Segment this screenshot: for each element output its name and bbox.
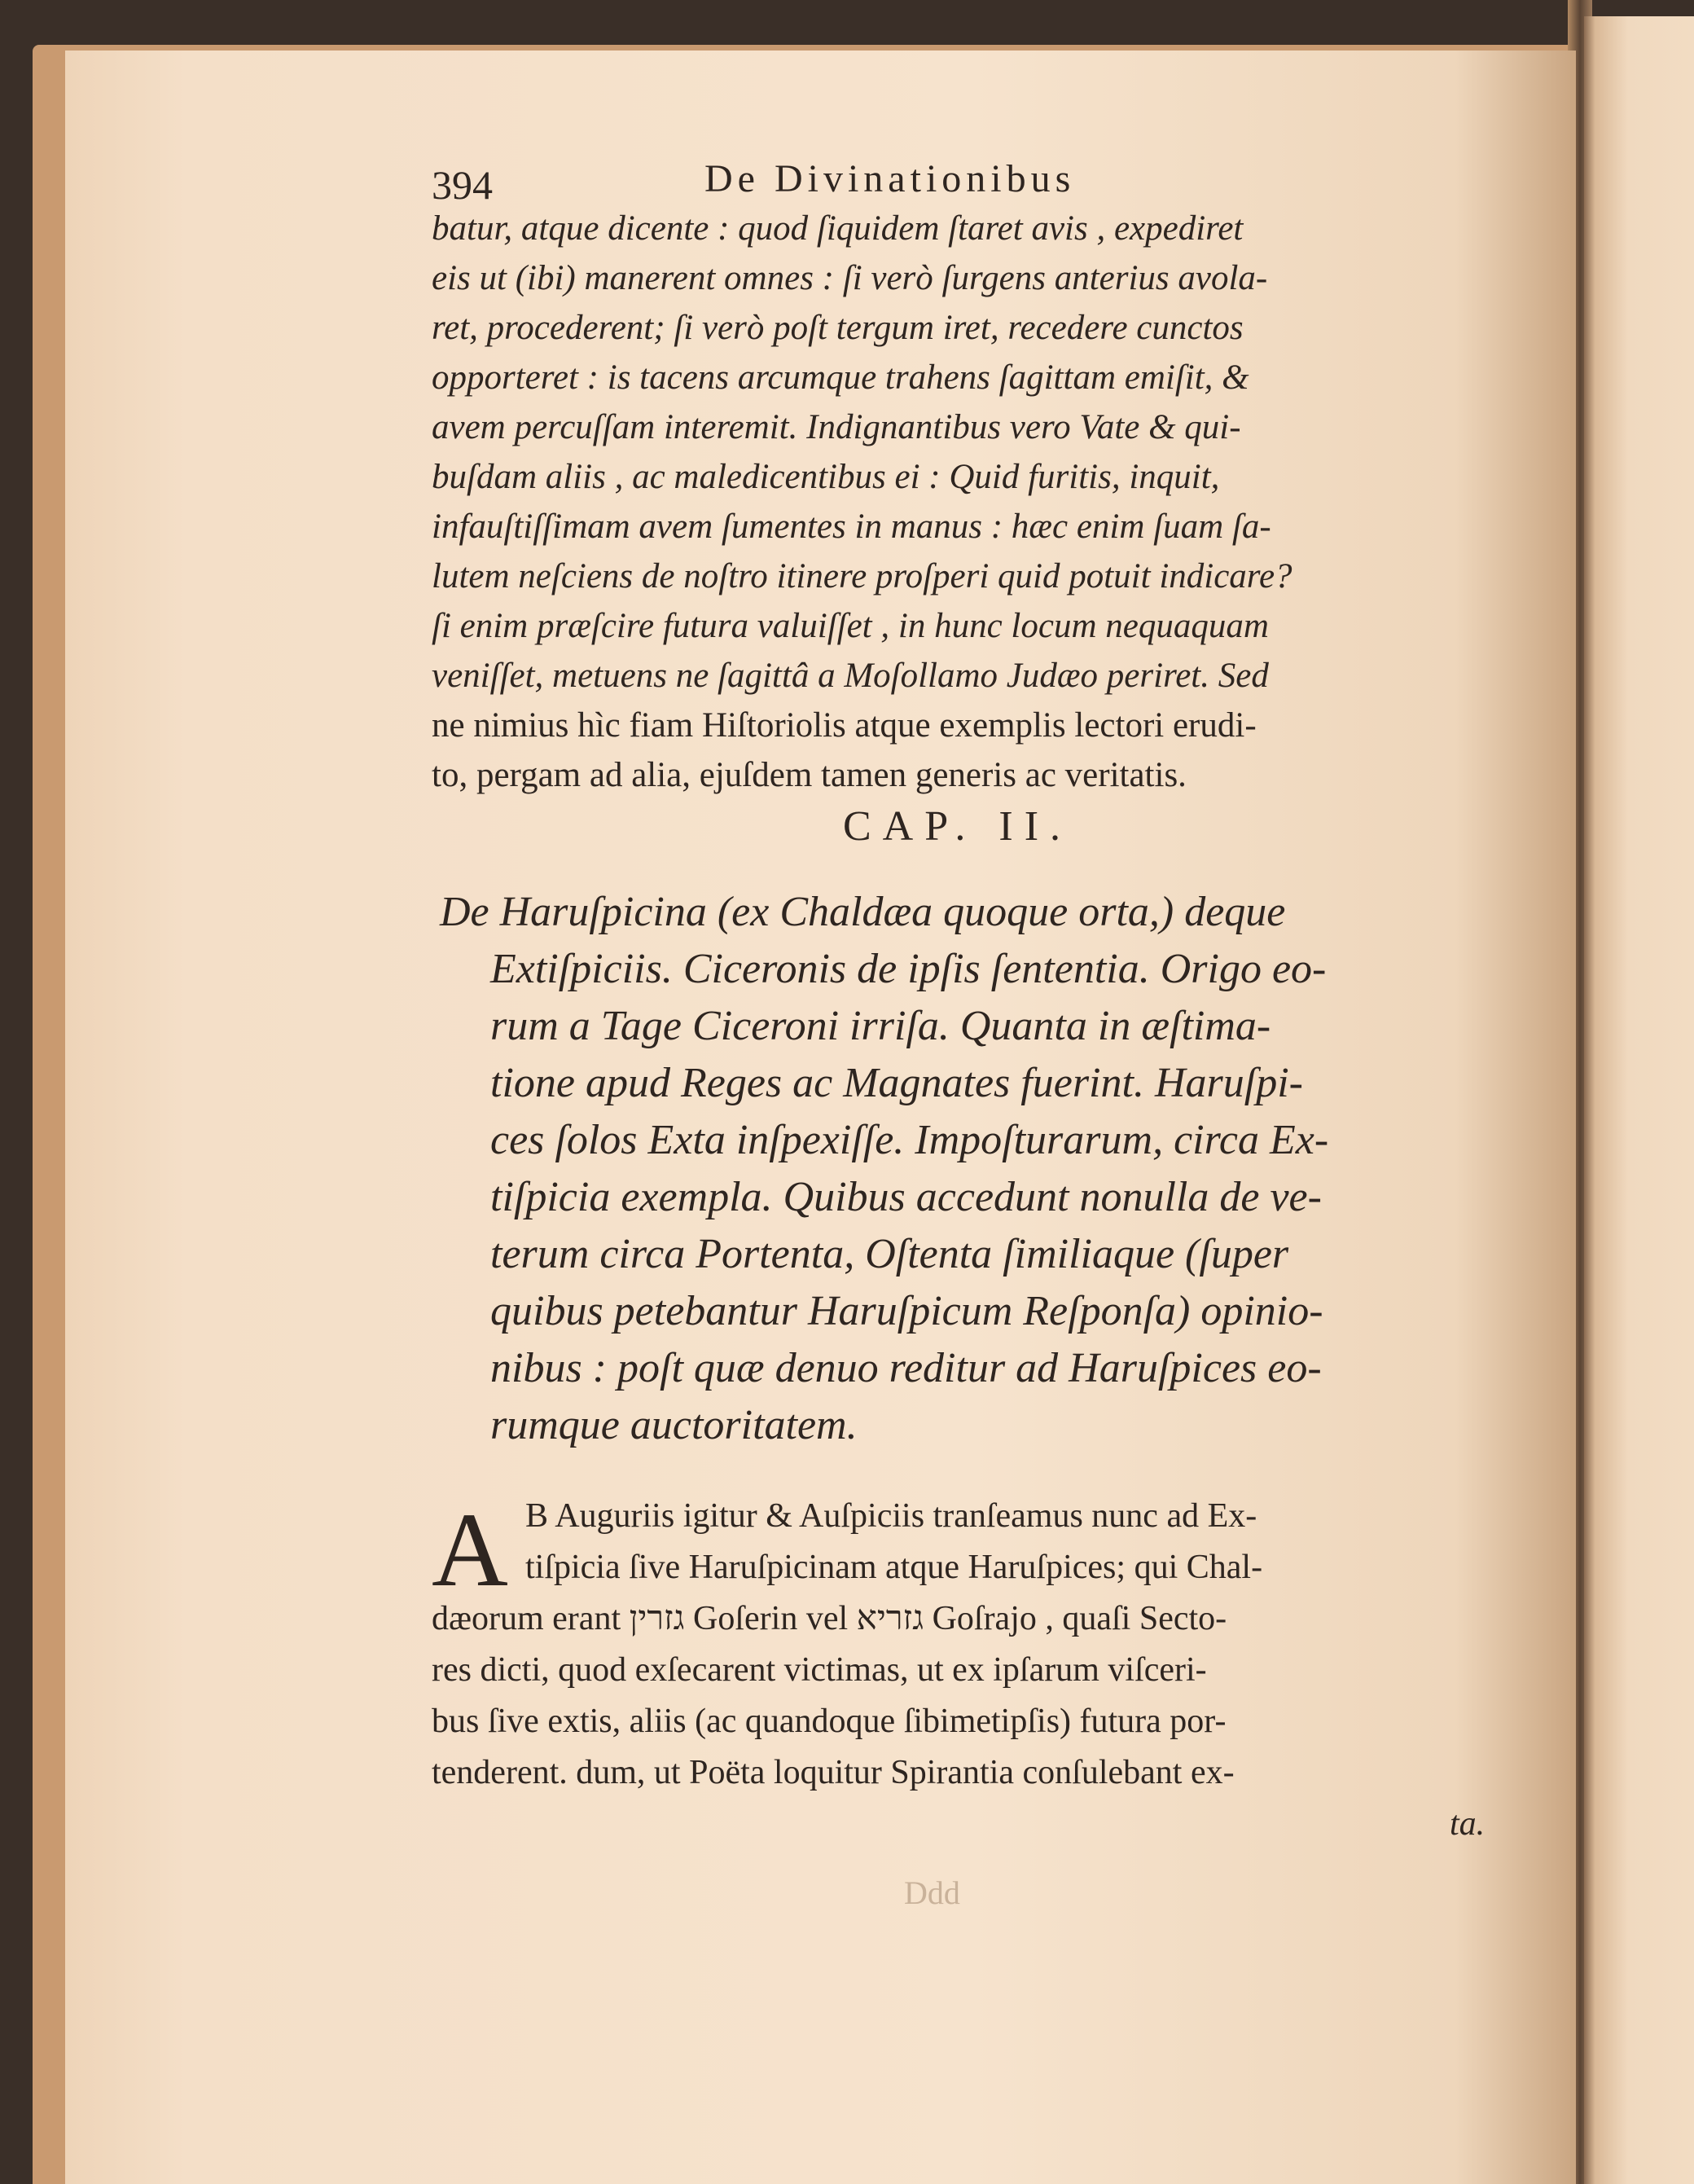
- paragraph-line: tiſpicia ſive Haruſpicinam atque Haruſpices; qui Chal-: [525, 1549, 1263, 1586]
- running-title: De Divinationibus: [704, 157, 1076, 200]
- text-line: buſdam aliis , ac maledicentibus ei : Quid furitis, inquit,: [432, 458, 1220, 496]
- summary-line: tione apud Reges ac Magnates fuerint. Haruſpi-: [490, 1060, 1303, 1106]
- text-line: lutem neſciens de noſtro itinere proſperi quid potuit indicare?: [432, 557, 1292, 595]
- paragraph-line: dæorum erant גזרין Goſerin vel גזריא Goſrajo , quaſi Secto-: [432, 1600, 1227, 1637]
- signature-mark: Ddd: [904, 1874, 960, 1911]
- text-line: eis ut (ibi) manerent omnes : ſi verò ſurgens anterius avola-: [432, 259, 1268, 297]
- body-text: [432, 204, 1292, 800]
- drop-cap: A: [432, 1492, 508, 1609]
- text-line: ne nimius hìc fiam Hiſtoriolis atque exemplis lectori erudi-: [432, 706, 1257, 745]
- text-line: infauſtiſſimam avem ſumentes in manus : hæc enim ſuam ſa-: [432, 508, 1271, 546]
- paragraph-line: res dicti, quod exſecarent victimas, ut ex ipſarum viſceri-: [432, 1651, 1207, 1689]
- paragraph-line: ta.: [1450, 1805, 1486, 1843]
- summary-line: quibus petebantur Haruſpicum Reſponſa) opinio-: [490, 1288, 1323, 1334]
- text-line: avem percuſſam interemit. Indignantibus vero Vate & qui-: [432, 408, 1241, 446]
- summary-line: tiſpicia exempla. Quibus accedunt nonulla de ve-: [490, 1174, 1322, 1220]
- text-line: veniſſet, metuens ne ſagittâ a Moſollamo Judæo periret. Sed: [432, 657, 1269, 695]
- summary-line: rum a Tage Ciceroni irriſa. Quanta in æſtima-: [490, 1003, 1271, 1049]
- summary-line: Extiſpiciis. Ciceronis de ipſis ſententia. Origo eo-: [490, 946, 1327, 992]
- text-line: ſi enim præſcire futura valuiſſet , in hunc locum nequaquam: [432, 607, 1269, 645]
- summary-line: nibus : poſt quæ denuo reditur ad Haruſpices eo-: [490, 1345, 1322, 1391]
- text-line: opporteret : is tacens arcumque trahens ſagittam emiſit, &: [432, 358, 1249, 397]
- paragraph-line: B Auguriis igitur & Auſpiciis tranſeamus nunc ad Ex-: [525, 1497, 1257, 1535]
- paragraph-line: bus ſive extis, aliis (ac quandoque ſibimetipſis) futura por-: [432, 1703, 1227, 1740]
- text-line: batur, atque dicente : quod ſiquidem ſtaret avis , expediret: [432, 209, 1244, 248]
- summary-line: terum circa Portenta, Oſtenta ſimiliaque (ſuper: [490, 1231, 1289, 1277]
- chapter-title: CAP. II.: [843, 803, 1073, 850]
- summary-line: ces ſolos Exta inſpexiſſe. Impoſturarum, circa Ex-: [490, 1117, 1329, 1163]
- paragraph: [432, 1491, 1485, 1850]
- summary-line: rumque auctoritatem.: [490, 1402, 858, 1448]
- chapter-summary: [440, 884, 1328, 1454]
- text-line: to, pergam ad alia, ejuſdem tamen generis ac veritatis.: [432, 756, 1187, 794]
- summary-line: De Haruſpicina (ex Chaldæa quoque orta,) deque: [440, 889, 1286, 935]
- page-number: 394: [432, 162, 493, 208]
- text-line: ret, procederent; ſi verò poſt tergum iret, recedere cunctos: [432, 309, 1244, 347]
- paragraph-line: tenderent. dum, ut Poëta loquitur Spirantia conſulebant ex-: [432, 1754, 1235, 1791]
- facing-page-edge: [1584, 16, 1694, 2184]
